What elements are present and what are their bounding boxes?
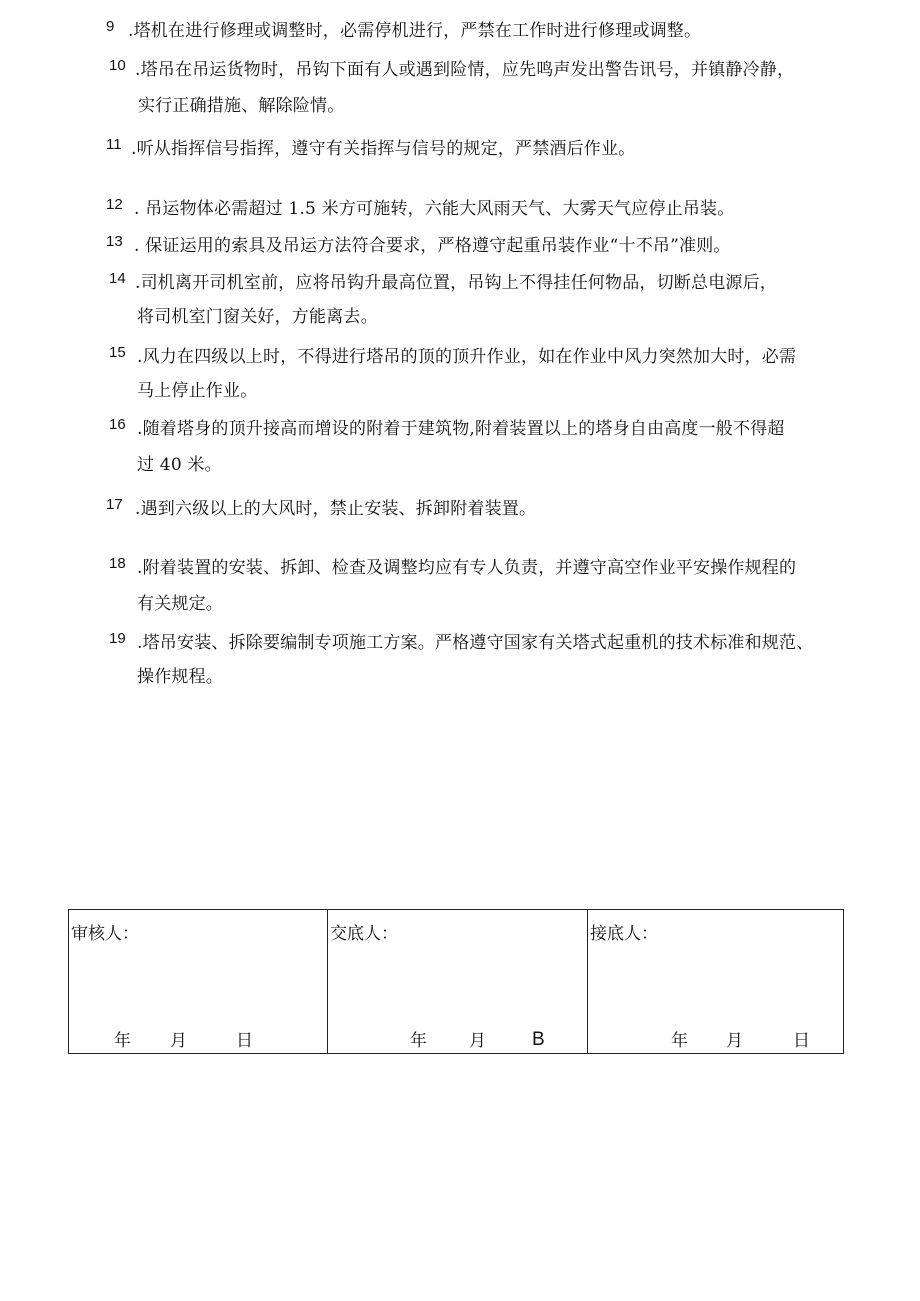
rule-text-continued: 有关规定。 <box>137 594 223 614</box>
rule-number: 17 <box>106 496 123 513</box>
rule-text: .听从指挥信号指挥，遵守有关指挥与信号的规定，严禁酒后作业。 <box>131 139 636 159</box>
rule-text: .塔吊安装、拆除要编制专项施工方案。严格遵守国家有关塔式起重机的技术标准和规范、 <box>137 633 814 653</box>
signature-cell-discloser <box>328 910 588 1054</box>
date-year: 年 <box>671 1031 688 1051</box>
rule-text: .塔机在进行修理或调整时，必需停机进行，严禁在工作时进行修理或调整。 <box>128 21 702 41</box>
rule-text-continued: 马上停止作业。 <box>137 381 258 401</box>
date-month: 月 <box>726 1031 743 1051</box>
discloser-label: 交底人： <box>330 924 398 944</box>
rule-number: 14 <box>109 270 126 287</box>
date-year: 年 <box>114 1031 131 1051</box>
signature-table <box>68 909 844 1054</box>
date-year: 年 <box>410 1031 427 1051</box>
rule-text: . 吊运物体必需超过 1.5 米方可施转，六能大风雨天气、大雾天气应停止吊装。 <box>134 199 735 219</box>
date-month: 月 <box>170 1031 187 1051</box>
rule-text: .随着塔身的顶升接高而增设的附着于建筑物,附着装置以上的塔身自由高度一般不得超 <box>137 419 785 439</box>
reviewer-label: 审核人： <box>71 924 139 944</box>
signature-cell-reviewer <box>69 910 328 1054</box>
rule-text: .附着装置的安装、拆卸、检查及调整均应有专人负责，并遵守高空作业平安操作规程的 <box>137 558 797 578</box>
rule-text-continued: 操作规程。 <box>137 667 223 687</box>
rule-text: .司机离开司机室前，应将吊钩升最高位置，吊钩上不得挂任何物品，切断总电源后， <box>135 273 778 293</box>
date-month: 月 <box>469 1031 486 1051</box>
rule-number: 19 <box>109 630 126 647</box>
rule-number: 16 <box>109 416 126 433</box>
receiver-label: 接底人： <box>590 924 658 944</box>
rule-number: 10 <box>109 57 126 74</box>
rule-number: 9 <box>106 18 115 35</box>
rule-number: 11 <box>106 136 122 153</box>
date-day: 日 <box>793 1031 810 1051</box>
rule-number: 13 <box>106 233 123 250</box>
rule-text-continued: 将司机室门窗关好，方能离去。 <box>137 307 378 327</box>
rule-text: .风力在四级以上时，不得进行塔吊的顶的顶升作业，如在作业中风力突然加大时，必需 <box>137 347 797 367</box>
signature-cell-receiver <box>588 910 844 1054</box>
date-day: B <box>532 1029 545 1050</box>
rule-number: 18 <box>109 555 126 572</box>
rule-text: .塔吊在吊运货物时，吊钩下面有人或遇到险情，应先鸣声发出警告讯号，并镇静冷静， <box>135 60 795 80</box>
rule-text: . 保证运用的索具及吊运方法符合要求，严格遵守起重吊装作业“十不吊”准则。 <box>134 236 731 256</box>
rule-number: 15 <box>109 344 126 361</box>
date-day: 日 <box>236 1031 253 1051</box>
rule-text-continued: 实行正确措施、解除险情。 <box>138 96 345 116</box>
rule-text: .遇到六级以上的大风时，禁止安装、拆卸附着装置。 <box>135 499 537 519</box>
rule-number: 12 <box>106 196 123 213</box>
rule-text-continued: 过 40 米。 <box>137 455 222 475</box>
